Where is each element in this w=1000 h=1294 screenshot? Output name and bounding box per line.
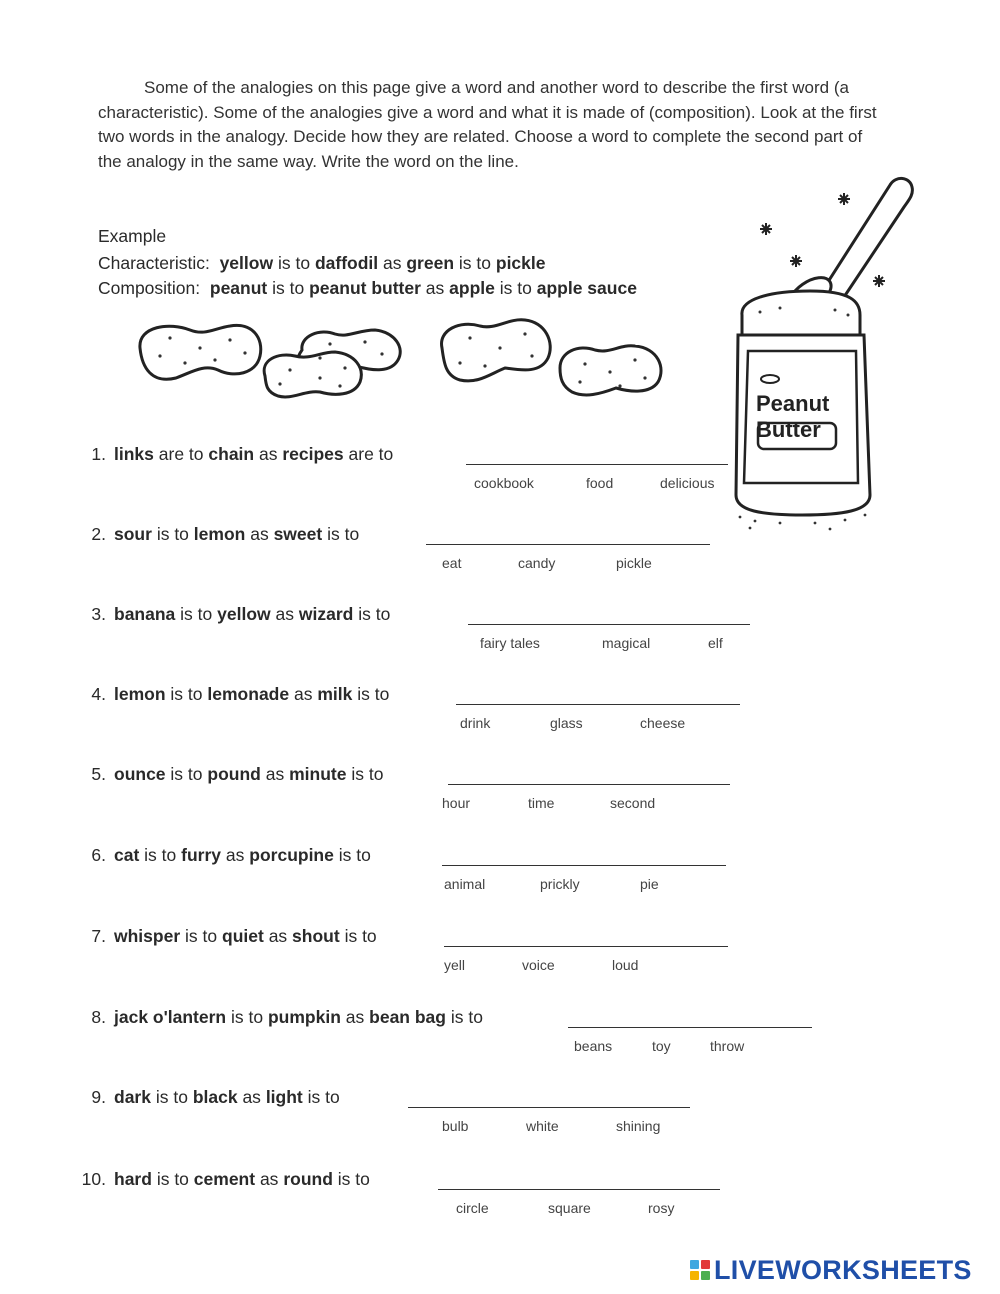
option[interactable]: throw <box>710 1038 745 1054</box>
example-section <box>98 224 637 301</box>
option[interactable]: bulb <box>442 1118 469 1134</box>
option[interactable]: voice <box>522 957 555 973</box>
question-5: 5. ounce is to pound as minute is to hour time second <box>0 764 1000 824</box>
jar-label-peanut: Peanut <box>756 391 830 416</box>
question-6: 6. cat is to furry as porcupine is to animal prickly pie <box>0 845 1000 905</box>
peanuts-illustration <box>130 308 690 403</box>
option[interactable]: circle <box>456 1200 489 1216</box>
option[interactable]: loud <box>612 957 639 973</box>
option[interactable]: animal <box>444 876 486 892</box>
answer-blank[interactable] <box>408 1107 690 1108</box>
option[interactable]: time <box>528 795 555 811</box>
question-9: 9. dark is to black as light is to bulb white shining <box>0 1087 1000 1147</box>
option[interactable]: second <box>610 795 656 811</box>
option[interactable]: prickly <box>540 876 580 892</box>
answer-blank[interactable] <box>438 1189 720 1190</box>
answer-blank[interactable] <box>466 464 728 465</box>
question-1: 1. links are to chain as recipes are to cookbook food delicious <box>0 444 1000 504</box>
liveworksheets-logo-icon <box>690 1260 710 1280</box>
question-10: 10. hard is to cement as round is to circle square rosy <box>0 1169 1000 1229</box>
option[interactable]: eat <box>442 555 462 571</box>
option[interactable]: shining <box>616 1118 661 1134</box>
example-heading: Example <box>98 226 167 246</box>
answer-blank[interactable] <box>456 704 740 705</box>
option[interactable]: magical <box>602 635 651 651</box>
jar-label-butter: Butter <box>756 417 821 442</box>
option[interactable]: pickle <box>616 555 652 571</box>
answer-blank[interactable] <box>444 946 728 947</box>
option[interactable]: delicious <box>660 475 715 491</box>
question-2: 2. sour is to lemon as sweet is to eat candy pickle <box>0 524 1000 584</box>
question-7: 7. whisper is to quiet as shout is to yell voice loud <box>0 926 1000 986</box>
option[interactable]: hour <box>442 795 471 811</box>
option[interactable]: rosy <box>648 1200 675 1216</box>
option[interactable]: food <box>586 475 614 491</box>
example-characteristic: Characteristic: yellow is to daffodil as green is to pickle <box>98 253 546 273</box>
question-3: 3. banana is to yellow as wizard is to fairy tales magical elf <box>0 604 1000 664</box>
option[interactable]: square <box>548 1200 591 1216</box>
option[interactable]: cookbook <box>474 475 534 491</box>
answer-blank[interactable] <box>442 865 726 866</box>
option[interactable]: cheese <box>640 715 686 731</box>
option[interactable]: candy <box>518 555 556 571</box>
option[interactable]: drink <box>460 715 491 731</box>
question-8: 8. jack o'lantern is to pumpkin as bean bag is to beans toy throw <box>0 1007 1000 1067</box>
option[interactable]: fairy tales <box>480 635 540 651</box>
instructions <box>98 76 878 174</box>
example-composition: Composition: peanut is to peanut butter as apple is to apple sauce <box>98 278 637 298</box>
brand-name: LIVEWORKSHEETS <box>714 1254 972 1285</box>
option[interactable]: yell <box>444 957 466 973</box>
option[interactable]: pie <box>640 876 659 892</box>
liveworksheets-brand <box>690 1253 972 1287</box>
question-4: 4. lemon is to lemonade as milk is to drink glass cheese <box>0 684 1000 744</box>
answer-blank[interactable] <box>568 1027 812 1028</box>
option[interactable]: white <box>526 1118 559 1134</box>
answer-blank[interactable] <box>468 624 750 625</box>
answer-blank[interactable] <box>426 544 710 545</box>
instructions-text: Some of the analogies on this page give a word and another word to describe the first word (a characteristic). Some of the analogies give a word and what it is made of (composition). Look at the first two words in the analogy. Decide how they are related. Choose a word to complete the second part of the analogy in the same way. Write the word on the line. <box>98 78 877 171</box>
option[interactable]: toy <box>652 1038 671 1054</box>
answer-blank[interactable] <box>448 784 730 785</box>
option[interactable]: elf <box>708 635 723 651</box>
option[interactable]: glass <box>550 715 583 731</box>
option[interactable]: beans <box>574 1038 613 1054</box>
